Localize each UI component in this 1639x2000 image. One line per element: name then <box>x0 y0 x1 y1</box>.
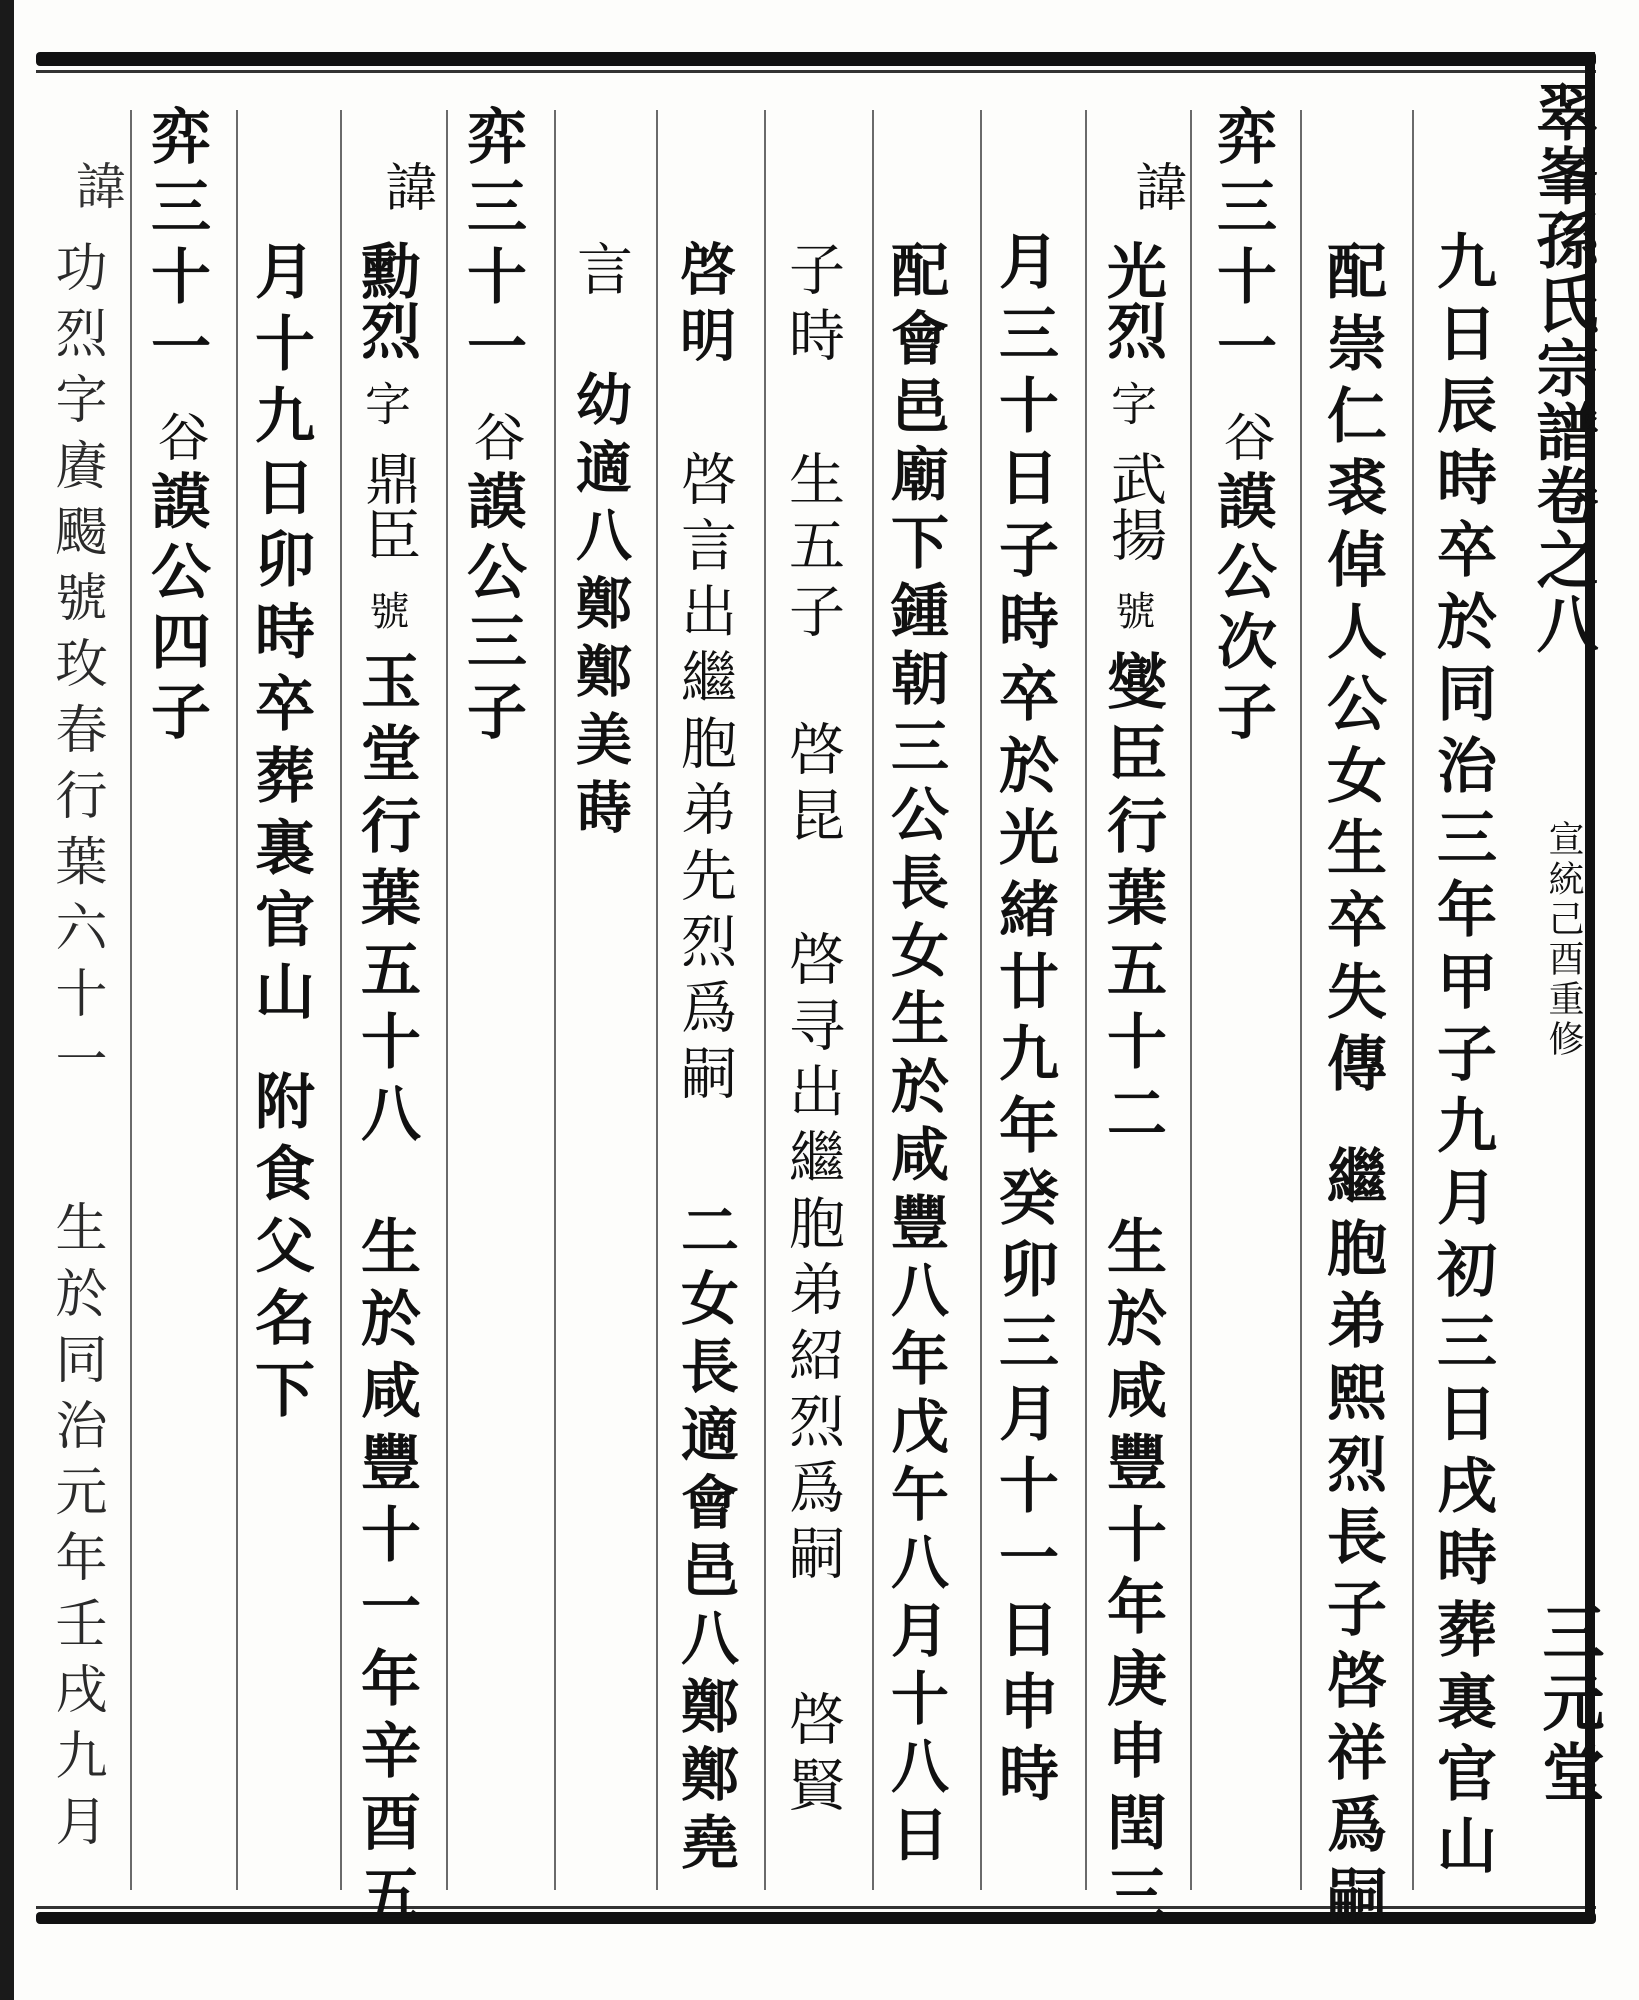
generation-heading-3-radical: 谷 <box>464 410 524 462</box>
top-inner-rule <box>36 70 1596 73</box>
edition-note: 宣統己酉重修 <box>1543 820 1584 1060</box>
taboo-name-label-2: 諱 <box>376 160 436 212</box>
text-column-9b: 啓言出繼胞弟先烈爲嗣 <box>672 450 737 1110</box>
art-name-label-2: 號 <box>363 590 409 630</box>
column-divider <box>1085 110 1087 1890</box>
text-column-10a: 言 <box>568 240 633 296</box>
birth-record: 生於咸豐十年庚申閏三 <box>1097 1215 1167 1935</box>
column-divider <box>872 110 874 1890</box>
text-column-9c: 二女長適會邑八鄭鄭堯 <box>671 1200 739 1880</box>
text-column-17a: 功烈字賡颺號玫春行葉六十一 <box>46 240 106 1098</box>
generation-heading-3-rest: 謨公三子 <box>457 470 527 750</box>
style-name-label-2: 字 <box>358 380 412 426</box>
volume-label: 卷之八 <box>1526 464 1599 656</box>
top-border-rule <box>36 52 1596 66</box>
art-name-and-rank-2: 玉堂行葉五十八 <box>351 650 421 1154</box>
style-name: 武揚 <box>1102 450 1167 562</box>
text-column-17b: 生於同治元年壬戌九月 <box>46 1200 106 1860</box>
generation-heading-3: 弈三十一 <box>457 105 527 385</box>
given-name: 光烈 <box>1097 240 1167 360</box>
text-column-8a: 子時 <box>780 240 845 372</box>
column-divider <box>656 110 658 1890</box>
birth-record-2: 生於咸豐十一年辛酉五 <box>351 1215 421 1935</box>
generation-heading-4: 弈三十一 <box>141 105 211 385</box>
text-column-9a: 啓明 <box>671 240 737 372</box>
column-divider <box>764 110 766 1890</box>
column-divider <box>236 110 238 1890</box>
text-column-8b: 生五子 <box>780 450 845 648</box>
text-column-8d: 啓寻出繼胞弟紹烈爲嗣 <box>780 930 845 1590</box>
generation-heading-2-radical: 谷 <box>1214 410 1274 462</box>
column-divider <box>980 110 982 1890</box>
text-column-8c: 啓昆 <box>780 720 845 852</box>
text-column-7: 配會邑廟下鍾朝三公長女生於咸豐八年戊午八月十八日 <box>881 240 949 1872</box>
text-column-2a: 配崇仁裘倬人公女生卒失傳 <box>1317 240 1387 1104</box>
generation-heading-4-radical: 谷 <box>148 410 208 462</box>
column-divider <box>1190 110 1192 1890</box>
style-name-label: 字 <box>1104 380 1158 426</box>
column-divider <box>446 110 448 1890</box>
generation-heading-2-rest: 謨公次子 <box>1207 470 1277 750</box>
text-column-1: 九日辰時卒於同治三年甲子九月初三日戌時葬裏官山 <box>1427 230 1497 1886</box>
book-title: 翠峯孫氏宗譜卷之八 <box>1526 80 1599 656</box>
text-column-14a: 月十九日卯時卒葬裏官山 <box>245 240 315 1032</box>
given-name-2: 勳烈 <box>351 240 421 360</box>
generation-heading-4-rest: 謨公四子 <box>141 470 211 750</box>
column-divider <box>340 110 342 1890</box>
hall-name: 三元堂 <box>1532 1600 1605 1810</box>
text-column-8e: 啓賢 <box>780 1690 845 1822</box>
taboo-name-label-3: 諱 <box>68 160 126 210</box>
text-column-10b: 幼適八鄭鄭美蒔 <box>567 370 633 846</box>
page-edge-shadow <box>0 0 14 2000</box>
art-name-and-rank: 燮臣行葉五十二 <box>1097 650 1167 1154</box>
column-divider <box>554 110 556 1890</box>
style-name-2: 鼎臣 <box>356 450 421 562</box>
column-divider <box>1412 110 1414 1890</box>
text-column-2b: 繼胞弟熙烈長子啓祥爲嗣 <box>1317 1145 1387 1937</box>
art-name-label: 號 <box>1109 590 1155 630</box>
column-divider <box>1300 110 1302 1890</box>
taboo-name-label: 諱 <box>1126 160 1186 222</box>
text-column-14b: 附食父名下 <box>245 1070 315 1430</box>
column-divider <box>130 110 132 1890</box>
generation-heading-2: 弈三十一 <box>1207 105 1277 385</box>
text-column-6: 月三十日子時卒於光緒廿九年癸卯三月十一日申時 <box>989 230 1059 1814</box>
